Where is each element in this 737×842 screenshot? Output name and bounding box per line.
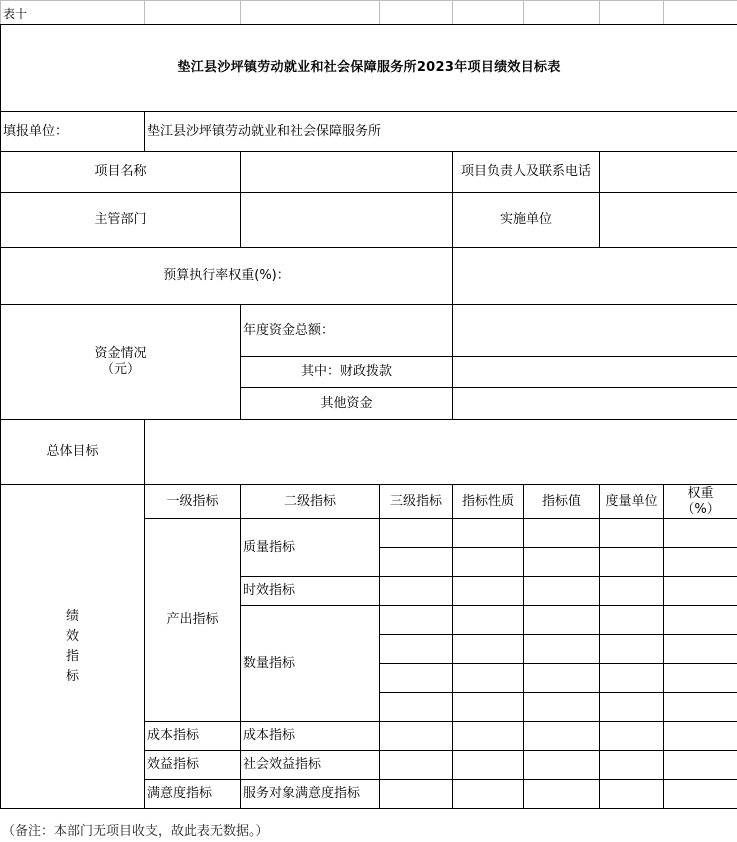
quality-indicator-label: 质量指标 (241, 519, 380, 577)
header-level3: 三级指标 (380, 485, 453, 519)
impl-unit-label: 实施单位 (453, 193, 600, 248)
cell[interactable] (524, 548, 600, 577)
cell[interactable] (380, 577, 453, 606)
fund-label (1, 305, 241, 420)
cell[interactable] (600, 664, 664, 693)
perf-char: 指 (65, 648, 79, 664)
cell[interactable] (524, 606, 600, 635)
cell[interactable] (380, 548, 453, 577)
cell[interactable] (600, 606, 664, 635)
cell[interactable] (380, 722, 453, 751)
header-unit: 度量单位 (600, 485, 664, 519)
cell[interactable] (600, 722, 664, 751)
cell[interactable] (600, 780, 664, 809)
cell[interactable] (380, 606, 453, 635)
cell[interactable] (453, 548, 524, 577)
dept-label: 主管部门 (1, 193, 241, 248)
cell[interactable] (524, 635, 600, 664)
overall-goal-label: 总体目标 (1, 420, 145, 485)
perf-char: 绩 (65, 608, 79, 624)
header-weight (664, 485, 737, 519)
cell[interactable] (524, 751, 600, 780)
background-grid (0, 0, 737, 25)
cell[interactable] (524, 577, 600, 606)
cell[interactable] (600, 635, 664, 664)
cost-indicator-l2: 成本指标 (241, 722, 380, 751)
cell[interactable] (453, 635, 524, 664)
performance-target-form (0, 24, 737, 809)
cell[interactable] (600, 577, 664, 606)
cell[interactable] (453, 722, 524, 751)
cell[interactable] (664, 722, 737, 751)
contact-cell[interactable] (600, 152, 737, 193)
cell[interactable] (664, 606, 737, 635)
cell[interactable] (524, 722, 600, 751)
footnote: （备注：本部门无项目收支，故此表无数据。） (2, 824, 269, 839)
satisfaction-indicator-l2: 服务对象满意度指标 (241, 780, 380, 809)
cell[interactable] (664, 664, 737, 693)
dept-cell[interactable] (241, 193, 453, 248)
fill-unit-value: 垫江县沙坪镇劳动就业和社会保障服务所 (145, 112, 737, 152)
cell[interactable] (380, 780, 453, 809)
fund-label-line2: （元） (100, 362, 140, 377)
timeliness-indicator-label: 时效指标 (241, 577, 380, 606)
cell[interactable] (524, 693, 600, 722)
cost-indicator-l1: 成本指标 (145, 722, 241, 751)
budget-rate-label: 预算执行率权重(%)： (1, 248, 453, 305)
cell[interactable] (453, 780, 524, 809)
cell[interactable] (380, 519, 453, 548)
contact-label: 项目负责人及联系电话 (453, 152, 600, 193)
cell[interactable] (453, 519, 524, 548)
cell[interactable] (380, 751, 453, 780)
perf-char: 效 (65, 628, 79, 644)
fiscal-label: 其中：财政拨款 (241, 357, 453, 388)
cell[interactable] (600, 548, 664, 577)
cell[interactable] (664, 780, 737, 809)
benefit-indicator-l1: 效益指标 (145, 751, 241, 780)
project-name-cell[interactable] (241, 152, 453, 193)
header-level1: 一级指标 (145, 485, 241, 519)
cell[interactable] (453, 751, 524, 780)
cell[interactable] (380, 664, 453, 693)
cell[interactable] (664, 519, 737, 548)
quantity-indicator-label: 数量指标 (241, 606, 380, 722)
cell[interactable] (664, 751, 737, 780)
cell[interactable] (664, 577, 737, 606)
impl-unit-cell[interactable] (600, 193, 737, 248)
project-name-label: 项目名称 (1, 152, 241, 193)
benefit-indicator-l2: 社会效益指标 (241, 751, 380, 780)
cell[interactable] (664, 635, 737, 664)
budget-rate-cell[interactable] (453, 248, 737, 305)
cell[interactable] (600, 751, 664, 780)
cell[interactable] (453, 664, 524, 693)
output-indicator-label: 产出指标 (145, 519, 241, 722)
fund-label-line1: 资金情况 (94, 346, 147, 361)
fill-unit-label: 填报单位： (1, 112, 145, 152)
cell[interactable] (524, 780, 600, 809)
header-nature: 指标性质 (453, 485, 524, 519)
cell[interactable] (524, 664, 600, 693)
perf-char: 标 (65, 668, 79, 684)
header-value: 指标值 (524, 485, 600, 519)
overall-goal-cell[interactable] (145, 420, 737, 485)
other-fund-cell[interactable] (453, 388, 737, 420)
cell[interactable] (664, 548, 737, 577)
form-title: 垫江县沙坪镇劳动就业和社会保障服务所2023年项目绩效目标表 (1, 25, 737, 112)
cell[interactable] (524, 519, 600, 548)
cell[interactable] (600, 693, 664, 722)
annual-total-cell[interactable] (453, 305, 737, 357)
header-weight-line1: 权重 (687, 485, 714, 501)
cell[interactable] (453, 693, 524, 722)
satisfaction-indicator-l1: 满意度指标 (145, 780, 241, 809)
cell[interactable] (453, 577, 524, 606)
perf-indicator-label (1, 485, 145, 809)
other-fund-label: 其他资金 (241, 388, 453, 420)
annual-total-label: 年度资金总额： (241, 305, 453, 357)
table-tag: 表十 (3, 7, 28, 21)
cell[interactable] (600, 519, 664, 548)
cell[interactable] (664, 693, 737, 722)
cell[interactable] (380, 693, 453, 722)
cell[interactable] (453, 606, 524, 635)
header-weight-line2: （%） (681, 501, 720, 517)
fiscal-cell[interactable] (453, 357, 737, 388)
header-level2: 二级指标 (241, 485, 380, 519)
cell[interactable] (380, 635, 453, 664)
